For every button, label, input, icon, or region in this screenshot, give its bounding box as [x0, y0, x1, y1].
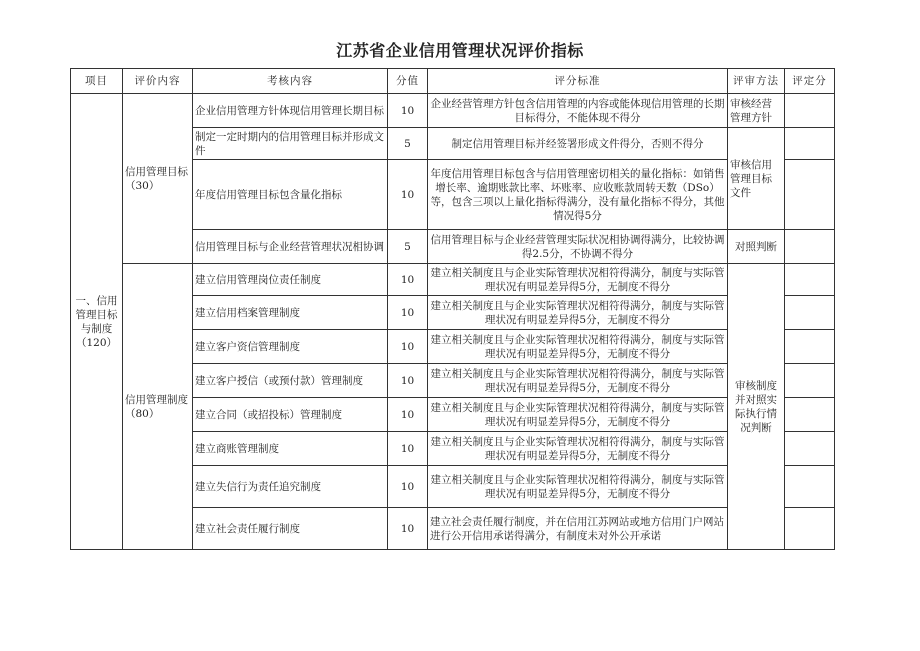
evaluation-table [70, 68, 835, 550]
header-project: 项目 [71, 69, 123, 94]
table-row [71, 264, 835, 296]
content-cell: 建立失信行为责任追究制度 [193, 466, 388, 508]
rating-cell [785, 94, 835, 128]
method-cell: 审核制度并对照实际执行情况判断 [728, 264, 785, 550]
content-cell: 建立合同（或招投标）管理制度 [193, 398, 388, 432]
criteria-cell: 企业经营管理方针包含信用管理的内容或能体现信用管理的长期目标得分，不能体现不得分 [428, 94, 728, 128]
header-rating: 评定分 [785, 69, 835, 94]
rating-cell [785, 364, 835, 398]
score-cell: 10 [388, 432, 428, 466]
rating-cell [785, 330, 835, 364]
criteria-cell: 建立相关制度且与企业实际管理状况相符得满分，制度与实际管理状况有明显差异得5分，无制度不得分 [428, 296, 728, 330]
group-cell: 信用管理目标（30） [123, 94, 193, 264]
content-cell: 制定一定时期内的信用管理目标并形成文件 [193, 128, 388, 160]
score-cell: 10 [388, 94, 428, 128]
criteria-cell: 建立相关制度且与企业实际管理状况相符得满分，制度与实际管理状况有明显差异得5分，无制度不得分 [428, 466, 728, 508]
criteria-cell: 建立社会责任履行制度，并在信用江苏网站或地方信用门户网站进行公开信用承诺得满分，有制度未对外公开承诺 [428, 508, 728, 550]
score-cell: 10 [388, 264, 428, 296]
content-cell: 年度信用管理目标包含量化指标 [193, 160, 388, 230]
score-cell: 10 [388, 160, 428, 230]
score-cell: 5 [388, 128, 428, 160]
content-cell: 建立客户授信（或预付款）管理制度 [193, 364, 388, 398]
content-cell: 企业信用管理方针体现信用管理长期目标 [193, 94, 388, 128]
score-cell: 10 [388, 330, 428, 364]
rating-cell [785, 432, 835, 466]
criteria-cell: 建立相关制度且与企业实际管理状况相符得满分，制度与实际管理状况有明显差异得5分，无制度不得分 [428, 432, 728, 466]
header-method: 评审方法 [728, 69, 785, 94]
rating-cell [785, 160, 835, 230]
header-criteria: 评分标准 [428, 69, 728, 94]
content-cell: 建立信用管理岗位责任制度 [193, 264, 388, 296]
score-cell: 10 [388, 466, 428, 508]
content-cell: 建立客户资信管理制度 [193, 330, 388, 364]
criteria-cell: 制定信用管理目标并经签署形成文件得分，否则不得分 [428, 128, 728, 160]
criteria-cell: 建立相关制度且与企业实际管理状况相符得满分，制度与实际管理状况有明显差异得5分，无制度不得分 [428, 398, 728, 432]
content-cell: 建立商账管理制度 [193, 432, 388, 466]
score-cell: 10 [388, 398, 428, 432]
method-cell: 审核信用管理目标文件 [728, 128, 785, 230]
method-cell: 审核经营管理方针 [728, 94, 785, 128]
score-cell: 10 [388, 508, 428, 550]
group-cell: 信用管理制度（80） [123, 264, 193, 550]
rating-cell [785, 398, 835, 432]
content-cell: 建立社会责任履行制度 [193, 508, 388, 550]
project-cell: 一、信用管理目标与制度（120） [71, 94, 123, 550]
criteria-cell: 建立相关制度且与企业实际管理状况相符得满分，制度与实际管理状况有明显差异得5分，无制度不得分 [428, 364, 728, 398]
header-content: 考核内容 [193, 69, 388, 94]
rating-cell [785, 508, 835, 550]
header-row [71, 69, 835, 94]
table-row [71, 94, 835, 128]
header-eval: 评价内容 [123, 69, 193, 94]
rating-cell [785, 230, 835, 264]
page-title: 江苏省企业信用管理状况评价指标 [336, 41, 584, 60]
criteria-cell: 信用管理目标与企业经营管理实际状况相协调得满分，比较协调得2.5分，不协调不得分 [428, 230, 728, 264]
content-cell: 信用管理目标与企业经营管理状况相协调 [193, 230, 388, 264]
method-cell: 对照判断 [728, 230, 785, 264]
rating-cell [785, 264, 835, 296]
rating-cell [785, 128, 835, 160]
content-cell: 建立信用档案管理制度 [193, 296, 388, 330]
score-cell: 10 [388, 364, 428, 398]
rating-cell [785, 466, 835, 508]
criteria-cell: 年度信用管理目标包含与信用管理密切相关的量化指标：如销售增长率、逾期账款比率、坏账率、应收账款周转天数（DSo）等，包含三项以上量化指标得满分，没有量化指标不得分，其他情况得5分 [428, 160, 728, 230]
score-cell: 10 [388, 296, 428, 330]
criteria-cell: 建立相关制度且与企业实际管理状况相符得满分，制度与实际管理状况有明显差异得5分，无制度不得分 [428, 264, 728, 296]
score-cell: 5 [388, 230, 428, 264]
rating-cell [785, 296, 835, 330]
header-score: 分值 [388, 69, 428, 94]
criteria-cell: 建立相关制度且与企业实际管理状况相符得满分，制度与实际管理状况有明显差异得5分，无制度不得分 [428, 330, 728, 364]
